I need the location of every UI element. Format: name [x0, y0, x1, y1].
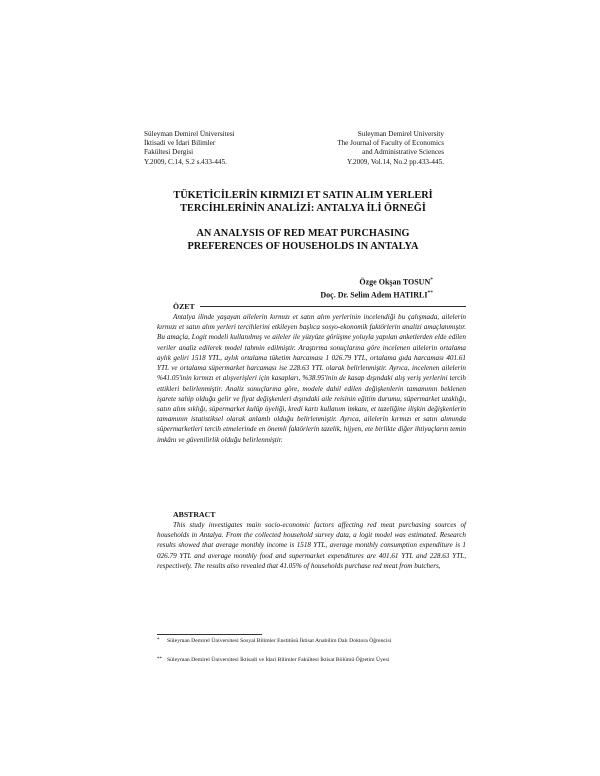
author-footnote-mark: **	[427, 290, 433, 297]
author-list	[320, 275, 433, 301]
footnote-mark: **	[157, 657, 162, 662]
author-name: Doç. Dr. Selim Adem HATIRLI	[320, 290, 428, 300]
title-line: TÜKETİCİLERİN KIRMIZI ET SATIN ALIM YERLERİ	[173, 190, 433, 201]
author-footnote-mark: *	[430, 277, 433, 283]
footnote	[157, 656, 466, 664]
ozet-heading: ÖZET	[173, 302, 195, 311]
footnote-divider	[157, 634, 262, 635]
title-turkish	[140, 190, 466, 215]
footnote-text: Süleyman Demirel Üniversitesi İktisadi ve İdari Bilimler Fakültesi İktisat Bölümü Öğretim Üyesi	[167, 657, 390, 663]
journal-header-tr	[144, 130, 235, 167]
header-line: and Administrative Sciences	[362, 148, 444, 157]
title-line: TERCİHLERİNİN ANALİZİ: ANTALYA İLİ ÖRNEĞİ	[180, 202, 426, 214]
header-line: Süleyman Demirel Üniversitesi	[144, 130, 235, 138]
header-line: Fakültesi Dergisi	[144, 148, 194, 157]
header-line: Suleyman Demirel University	[357, 130, 444, 138]
footnote-mark: *	[157, 638, 160, 643]
abstract-heading: ABSTRACT	[173, 510, 216, 519]
header-line: İktisadi ve İdari Bilimler	[144, 139, 216, 148]
header-line: Y.2009, Vol.14, No.2 pp.433-445.	[346, 157, 444, 166]
author-name: Özge Okşan TOSUN	[359, 277, 431, 287]
footnote-text: Süleyman Demirel Üniversitesi Sosyal Bilimler Enstitüsü İktisat Anabilim Dalı Doktora Öğrencisi	[167, 638, 392, 644]
header-line: Y.2009, C.14, S.2 s.433-445.	[144, 157, 227, 166]
heading-rule	[200, 306, 466, 307]
author	[320, 288, 433, 301]
ozet-heading-row	[173, 302, 466, 311]
title-line: AN ANALYSIS OF RED MEAT PURCHASING	[196, 228, 410, 239]
header-line: The Journal of Faculty of Economics	[337, 139, 444, 148]
footnote	[157, 637, 466, 645]
title-line: PREFERENCES OF HOUSEHOLDS IN ANTALYA	[187, 240, 419, 252]
author	[320, 275, 433, 288]
ozet-paragraph: Antalya ilinde yaşayan ailelerin kırmızı et satın alım yerlerinin incelendiği bu çalışmada, ailelerin kırmızı et satın alım yerleri tercihlerini etkileyen başlıca sosyo-ekonomik faktörlerin analizi amaçlanmıştır. Bu amaçla, Logit modeli kullanılmış ve aileler ile yüzyüze görüşme yoluyla yapılan anketlerden elde edilen veriler analiz edilerek model tahmin edilmiştir. Araştırma sonuçlarına göre incelenen ailelerin ortalama aylık geliri 1518 YTL, aylık ortalama tüketim harcaması 1 026.79 YTL, ortalama gıda harcaması 401.61 YTL ve ortalama süpermarket harcaması ise 228.63 YTL olarak belirlenmiştir. Ayrıca, incelenen ailelerin %41.05'inin kırmızı et alışverişleri için kasapları, %38.95'inin de kasap dışındaki alış veriş yerlerini tercih ettikleri belirlenmiştir. Analiz sonuçlarına göre, modele dahil edilen değişkenlerin tamamının beklenen işarete sahip olduğu gelir ve fiyat değişkenleri dışındaki aile reisinin eğitim durumu, süpermarket uzaklığı, satın alım sıklığı, süpermarket kulüp üyeliği, kredi kartı kullanım imkanı, et tazeliğine ilişkin değişkenlerin tamamının istatistiksel olarak anlamlı olduğu belirlenmiştir. Ayrıca, ailelerin kırmızı et satın alımında süpermarketleri tercih etmelerinde en önemli faktörlerin tazelik, hijyen, ete birlikte diğer ihtiyaçların temin imkânı ve güvenilirlik olduğu belirlenmiştir.	[157, 313, 466, 444]
title-english	[140, 228, 466, 253]
abstract-paragraph: This study investigates main socio-economic factors affecting red meat purchasing sources of households in Antalya. From the collected household survey data, a logit model was estimated. Research results showed that average monthly income is 1518 YTL, average monthly consumption expenditure is 1 026.79 YTL and average monthly food and supermarket expenditures are 401.61 YTL and 228.63 YTL, respectively. The results also revealed that 41.05% of households purchase red meat from butchers,	[157, 521, 466, 570]
journal-header-en	[337, 130, 444, 167]
abstract-heading-row	[173, 510, 215, 519]
